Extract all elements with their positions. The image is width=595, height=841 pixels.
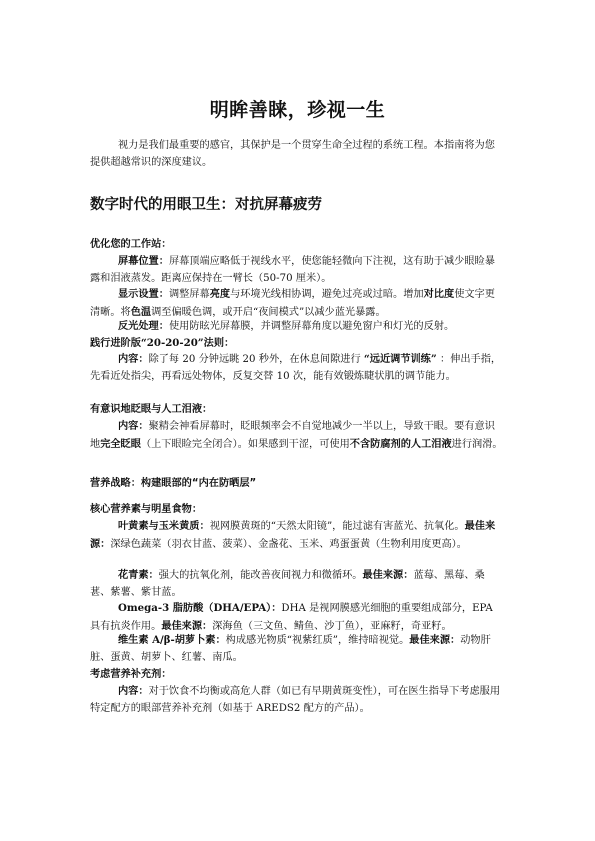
lead-label: 反光处理： [118,320,169,332]
lead-label: 显示设置： [118,288,169,300]
paragraph-display-settings: 显示设置：调整屏幕亮度与环境光线相协调，避免过亮或过暗。增加对比度使文字更清晰。将色温调至偏暖色调，或开启“夜间模式”以减少蓝光暴露。 [90,288,495,318]
lead-label: 内容： [118,420,149,432]
paragraph-supplements: 内容：对于饮食不均衡或高危人群（如已有早期黄斑变性），可在医生指导下考虑服用特定配方的眼部营养补充剂（如基于 AREDS2 配方的产品）。 [90,685,501,714]
intro-paragraph: 视力是我们最重要的感官，其保护是一个贯穿生命全过程的系统工程。本指南将为您提供超越常识的深度建议。 [90,140,495,168]
subheading-supplements: 考虑营养补充剂： [90,669,172,680]
lead-label: 屏幕位置： [118,255,169,267]
paragraph-screen-position: 屏幕位置：屏幕顶端应略低于视线水平，使您能轻微向下注视，这有助于减少眼睑暴露和泪液蒸发。距离应保持在一臂长（50-70 厘米）。 [90,255,495,284]
paragraph-blinking: 内容：聚精会神看屏幕时，眨眼频率会不自觉地减少一半以上，导致干眼。要有意识地完全眨眼（上下眼睑完全闭合）。如果感到干涩，可使用不含防腐剂的人工泪液进行润滑。 [90,420,503,450]
paragraph-20-20-20: 内容：除了每 20 分钟远眺 20 秒外，在休息间隙进行 “远近调节训练” ：伸出手指，先看近处指尖，再看远处物体，反复交替 10 次，能有效锻炼睫状肌的调节能力。 [90,353,502,382]
subheading-20-20-20: 践行进阶版“20-20-20”法则： [90,337,235,349]
lead-label: 维生素 A/β-胡萝卜素： [118,634,226,646]
subheading-blinking: 有意识地眨眼与人工泪液： [90,404,213,415]
paragraph-glare: 反光处理：使用防眩光屏幕膜，并调整屏幕角度以避免窗户和灯光的反射。 [118,320,455,332]
subheading-nutrients: 核心营养素与明星食物： [90,504,203,515]
subheading-workstation: 优化您的工作站： [90,238,172,250]
paragraph-lutein: 叶黄素与玉米黄质：视网膜黄斑的“天然太阳镜”，能过滤有害蓝光、抗氧化。最佳来源：深绿色蔬菜（羽衣甘蓝、菠菜）、金盏花、玉米、鸡蛋蛋黄（生物利用度更高）。 [90,520,496,550]
page-title: 明眸善睐，珍视一生 [209,99,386,121]
lead-label: 内容： [118,353,149,365]
lead-label: 内容： [118,685,149,697]
paragraph-omega3: Omega-3 脂肪酸（DHA/EPA）：DHA 是视网膜感光细胞的重要组成部分，EPA 具有抗炎作用。最佳来源：深海鱼（三文鱼、鲭鱼、沙丁鱼），亚麻籽，奇亚籽。 [90,602,493,632]
paragraph-anthocyanin: 花青素：强大的抗氧化剂，能改善夜间视力和微循环。最佳来源：蓝莓、黑莓、桑葚、紫薯、紫甘蓝。 [90,569,485,598]
lead-label: Omega-3 脂肪酸（DHA/EPA）： [118,602,282,614]
lead-label: 花青素： [118,569,159,581]
paragraph-vitamin-a: 维生素 A/β-胡萝卜素：构成感光物质“视紫红质”，维持暗视觉。最佳来源：动物肝脏、蛋黄、胡萝卜、红薯、南瓜。 [90,634,491,663]
section-heading-digital-hygiene: 数字时代的用眼卫生：对抗屏幕疲劳 [90,197,322,213]
lead-label: 叶黄素与玉米黄质： [118,520,210,532]
section-heading-nutrition: 营养战略：构建眼部的“内在防晒层” [90,478,257,489]
